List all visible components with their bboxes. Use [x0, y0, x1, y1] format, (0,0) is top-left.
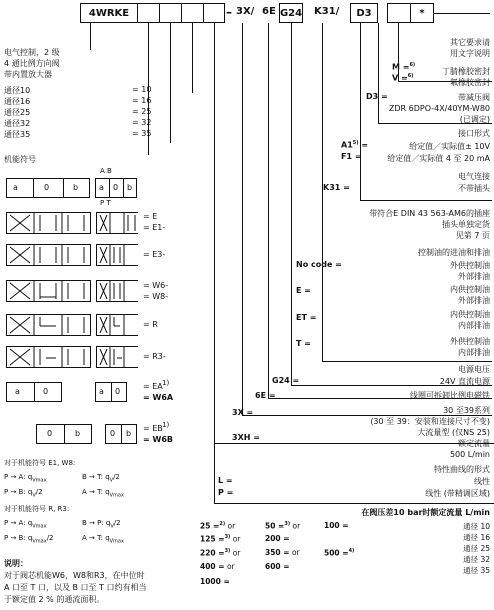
symbol-code: = W8-: [143, 292, 169, 301]
series-note: (30 至 39：安装和连接尺寸不变): [370, 417, 490, 426]
6e-code: 6E =: [255, 391, 276, 400]
flow-nominal: 通径 32: [463, 555, 490, 564]
intro-line-1: 电气控制，2 级: [4, 48, 60, 57]
k31-code: K31 =: [323, 183, 350, 192]
intro-text: [4, 47, 60, 80]
d3-code: D3 =: [366, 92, 388, 101]
flow-nominal: 通径 10: [463, 522, 490, 531]
code-solenoid: 6E: [262, 6, 276, 17]
seal-v-code: V =$^{6)}$: [392, 73, 414, 83]
flow-nominal: 通径 25: [463, 544, 490, 553]
size-label: 通径16: [4, 97, 31, 106]
code-cell-4: [181, 3, 203, 23]
note-e1w8-row: B → T: $q_V/2$: [82, 473, 120, 484]
f1-text: 给定值／实际值 4 至 20 mA: [387, 154, 490, 163]
code-cell-blank: [387, 3, 410, 23]
spool-w6-symbol: [6, 280, 138, 302]
code-cell-5: [203, 3, 225, 23]
seal-m-text: 丁腈橡胶密封: [442, 67, 490, 76]
note-e1w8-title: 对于机能符号 E1, W8:: [4, 459, 76, 467]
code-voltage: G24: [279, 3, 303, 23]
size-label: 通径32: [4, 119, 31, 128]
spool-r3-symbol: [6, 346, 138, 368]
g24-text: 24V 直流电源: [439, 377, 490, 386]
symbols-title: 机能符号: [4, 155, 36, 164]
series-title: 30 至39系列: [443, 406, 490, 415]
code-cell-2: [137, 3, 159, 23]
3x-code: 3X =: [232, 408, 254, 417]
spool-ea-symbol: a 0: [6, 382, 62, 402]
symbol-code: = E1-: [143, 223, 166, 232]
size-value: = 35: [132, 129, 152, 138]
flow-row: 125 =$^{3)}$ or: [200, 534, 241, 544]
symbol-code: = EB: [143, 424, 163, 433]
seal-m-code: M =$^{6)}$: [392, 62, 416, 72]
intro-line-2: 4 通比例方向阀: [4, 59, 60, 68]
flow-row: 220 =$^{3)}$ or: [200, 548, 241, 558]
flow-row: 1000 =: [200, 577, 230, 586]
symbol-code: = W6A: [143, 393, 174, 402]
note-r3-title: 对于机能符号 R, R3:: [4, 505, 70, 513]
note-r3-row: A → T: $q_{Vmax}$: [82, 534, 124, 545]
curve-p-text: 线性 (带精调区域): [425, 489, 490, 498]
d3-text: 带减压阀 ZDR 6DPO-4X/40YM-W80 (已调定): [388, 93, 490, 124]
spool-symbol-3pos: a 0 b: [6, 178, 90, 198]
spool-e-symbol: [6, 212, 138, 234]
size-value: = 10: [132, 85, 152, 94]
size-label: 通径35: [4, 130, 31, 139]
pilot-t-code: T =: [296, 339, 311, 348]
flow-nominal: 通径 16: [463, 533, 490, 542]
spool-eb-symbol: 0 b: [36, 424, 92, 444]
port-label-ab: A B: [100, 167, 112, 175]
curve-title: 特性曲线的形式: [434, 465, 490, 474]
port-label-pt: P T: [100, 199, 111, 207]
note-r3-row: B → P: $q_V/2$: [82, 519, 121, 530]
symbol-code: = E: [143, 212, 158, 221]
symbol-code: = R: [143, 320, 158, 329]
code-cell-star: *: [410, 3, 434, 23]
spool-e3-symbol: [6, 244, 138, 266]
size-value: = 25: [132, 107, 152, 116]
code-tail-line: [434, 13, 490, 14]
note-r3-row: P → A: $q_{Vmax}$: [4, 519, 47, 530]
symbol-code: = W6-: [143, 281, 169, 290]
size-value: = 16: [132, 96, 152, 105]
big-flow: 大流量型 (仅NS 25): [417, 428, 490, 437]
flow-nominal: 通径 35: [463, 566, 490, 575]
note-e1w8-row: A → T: $q_{Vmax}$: [82, 488, 124, 499]
curve-p-code: P =: [218, 488, 234, 497]
a1-text: 给定值／实际值± 10V: [409, 142, 490, 151]
seal-v-text: 氟橡胶密封: [450, 78, 490, 87]
code-valve: D3: [350, 3, 378, 23]
pilot-e: 内供控制油 外部排油: [450, 285, 490, 305]
a1-code: $A1^{5)}$ =: [341, 140, 369, 150]
note-e1w8-row: P → A: $q_{Vmax}$: [4, 473, 47, 484]
other-requirements: 其它要求请 用文字说明: [450, 38, 490, 58]
pilot-nocode-code: No code =: [296, 260, 342, 269]
voltage-title: 电源电压: [458, 365, 490, 374]
size-value: = 32: [132, 118, 152, 127]
pilot-title: 控制油的进油和排油: [418, 248, 490, 257]
code-electrical: K31/: [314, 6, 340, 17]
size-label: 通径10: [4, 86, 31, 95]
symbol-code: = EA: [143, 382, 163, 391]
note-e1w8-row: P → B: $q_V/2$: [4, 488, 43, 499]
3xh-code: 3XH =: [232, 433, 260, 442]
flow-row: 25 =$^{2)}$ or: [200, 521, 236, 531]
pilot-nocode: 外供控制油 外部排油: [450, 261, 490, 281]
note-r3-row: P → B: $q_{Vmax}/2$: [4, 534, 54, 545]
code-cell-type: 4WRKE: [80, 3, 137, 23]
6e-text: 线圈可拆卸比例电磁铁: [410, 391, 490, 400]
flow-title: 在阀压差10 bar时额定流量 L/min: [361, 508, 490, 517]
code-cell-3: [159, 3, 181, 23]
pilot-e-code: E =: [296, 286, 311, 295]
flow-row: 400 = or: [200, 562, 235, 571]
symbol-code: = R3-: [143, 352, 166, 361]
pilot-et-code: ET =: [296, 313, 317, 322]
intro-line-3: 带内置放大器: [4, 70, 52, 79]
pilot-t: 外供控制油 内部排油: [450, 337, 490, 357]
curve-l-text: 线性: [474, 477, 490, 486]
electrical-title: 电气连接: [458, 172, 490, 181]
note-explain-title: 说明：: [4, 559, 28, 568]
note-explain: 对于阀芯机能W6，W8和R3，在中位时 A 口至 T 口，以及 B 口至 T 口约有相当 于额定值 2 % 的通流面积。: [4, 571, 147, 604]
interface-title: 接口形式: [458, 129, 490, 138]
pilot-et: 内供控制油 内部排油: [450, 310, 490, 330]
symbol-code: = E3-: [143, 250, 166, 259]
code-series: 3X/: [236, 6, 255, 17]
plug-info: 带符合E DIN 43 563-AM6的插座 插头单独定货 见第 7 页: [369, 209, 490, 240]
rated-flow-info: 额定流量 500 L/min: [449, 439, 490, 459]
spool-eb-small-symbol: 0 b: [105, 424, 137, 444]
size-label: 通径25: [4, 108, 31, 117]
spool-r-symbol: [6, 314, 138, 336]
g24-code: G24 =: [272, 376, 300, 385]
spool-ea-small-symbol: a 0: [95, 382, 127, 402]
code-dash: –: [226, 5, 232, 19]
no-plug: 不带插头: [458, 184, 490, 193]
symbol-code: = W6B: [143, 435, 173, 444]
curve-l-code: L =: [218, 476, 233, 485]
spool-symbol-small: a 0 b: [95, 178, 137, 198]
f1-code: F1 =: [341, 152, 362, 161]
